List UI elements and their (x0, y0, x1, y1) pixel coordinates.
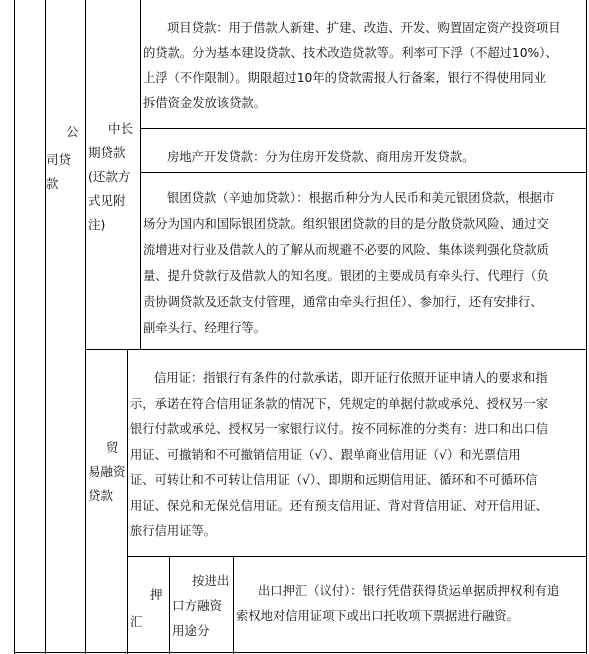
real-estate-loan-text: 房地产开发贷款：分为住房开发贷款、商用房开发贷款。 (167, 150, 475, 164)
row-divider-realestate (140, 172, 586, 173)
pledge-sub-label-line-2: 口方融资 (172, 598, 223, 613)
column-divider-2 (85, 0, 86, 654)
syndicated-loan-line-5: 责协调贷款及还款支付管理，通常由牵头行担任）、参加行，还有安排行、 (143, 295, 543, 309)
letter-of-credit-text (130, 366, 548, 545)
pledge-sub-label (172, 568, 230, 643)
letter-of-credit-line-6: 用证、保兑和无保兑信用证。还有预支信用证、背对背信用证、对开信用证、 (130, 498, 549, 513)
row-divider-midlong-end (85, 349, 586, 350)
company-loan-char-1: 公 (66, 124, 79, 139)
pledge-label-char-2: 汇 (130, 614, 143, 629)
row-divider-lc (127, 556, 586, 557)
pledge-label-char-1: 押 (150, 587, 163, 602)
syndicated-loan-line-3: 流增进对行业及借款人的了解从而规避不必要的风险、集体谈判强化贷款质 (143, 243, 549, 257)
trade-finance-label-line-1: 贸 (106, 440, 119, 455)
trade-finance-label (88, 436, 128, 508)
export-bill-line-1: 出口押汇（议付）：银行凭借获得货运单据质押权利有追 (258, 584, 560, 598)
letter-of-credit-line-1: 信用证：指银行有条件的付款承诺，即开证行依照开证申请人的要求和指 (154, 371, 548, 385)
letter-of-credit-line-3: 银行付款或承兑、授权另一家银行议付。按不同标准的分类有：进口和出口信 (130, 422, 549, 436)
pledge-sub-label-line-1: 按进出 (192, 573, 230, 588)
column-divider-1 (45, 0, 46, 654)
syndicated-loan-line-6: 副牵头行、经理行等。 (143, 321, 266, 335)
export-bill-line-2: 索权地对信用证项下或出口托收项下票据进行融资。 (236, 609, 519, 623)
company-loan-line-2: 款 (46, 176, 59, 191)
letter-of-credit-line-5: 证、可转让和不可转让信用证（√）、即期和远期信用证、循环和不可循环信 (130, 473, 538, 487)
table-border-bottom (14, 652, 586, 653)
project-loan-line-4: 拆借资金发放该贷款。 (143, 96, 266, 110)
letter-of-credit-line-4: 用证、可撤销和不可撤销信用证（√）、跟单商业信用证（√）和光票信用 (130, 447, 521, 462)
project-loan-line-1: 项目贷款：用于借款人新建、扩建、改造、开发、购置固定资产投资项目 (167, 21, 561, 35)
letter-of-credit-line-7: 旅行信用证等。 (130, 524, 217, 538)
table-border-right (586, 0, 587, 654)
mid-long-term-label-line-3: (还款方 (88, 169, 131, 184)
row-divider-project (140, 128, 586, 129)
project-loan-line-2: 的贷款。分为基本建设贷款、技术改造贷款等。利率可下浮（不超过10%）、 (143, 46, 558, 60)
syndicated-loan-text (143, 185, 554, 341)
export-bill-text (236, 579, 559, 629)
syndicated-loan-line-4: 量、提升贷款行及借款人的知名度。银团的主要成员有牵头行、代理行（负 (143, 269, 549, 283)
project-loan-text (143, 16, 561, 116)
table-border-left (14, 0, 15, 654)
syndicated-loan-line-1: 银团贷款（辛迪加贷款）：根据币种分为人民币和美元银团贷款，根据市 (167, 191, 555, 205)
mid-long-term-label (88, 117, 140, 237)
pledge-sub-label-line-3: 用途分 (172, 623, 210, 638)
pledge-divider-2 (233, 556, 234, 654)
company-loan-label (46, 148, 71, 196)
project-loan-line-3: 上浮（不作限制）。期限超过10年的贷款需报人行备案，银行不得使用同业 (143, 71, 546, 85)
mid-long-term-label-line-4: 式见附 (88, 193, 126, 208)
pledge-divider-1 (169, 556, 170, 654)
mid-long-term-label-line-1: 中长 (108, 121, 134, 136)
mid-long-term-label-line-5: 注) (88, 217, 106, 232)
column-divider-3 (140, 0, 141, 350)
trade-finance-label-line-3: 贷款 (88, 488, 114, 503)
mid-long-term-label-line-2: 期贷款 (88, 145, 126, 160)
company-loan-line-1: 司贷 (46, 152, 72, 167)
letter-of-credit-line-2: 示，承诺在符合信用证条款的情况下，凭规定的单据付款或承兑、授权另一家 (130, 396, 549, 411)
trade-finance-label-line-2: 易融资 (88, 464, 126, 479)
syndicated-loan-line-2: 场分为国内和国际银团贷款。组织银团贷款的目的是分散贷款风险、通过交 (143, 217, 549, 231)
